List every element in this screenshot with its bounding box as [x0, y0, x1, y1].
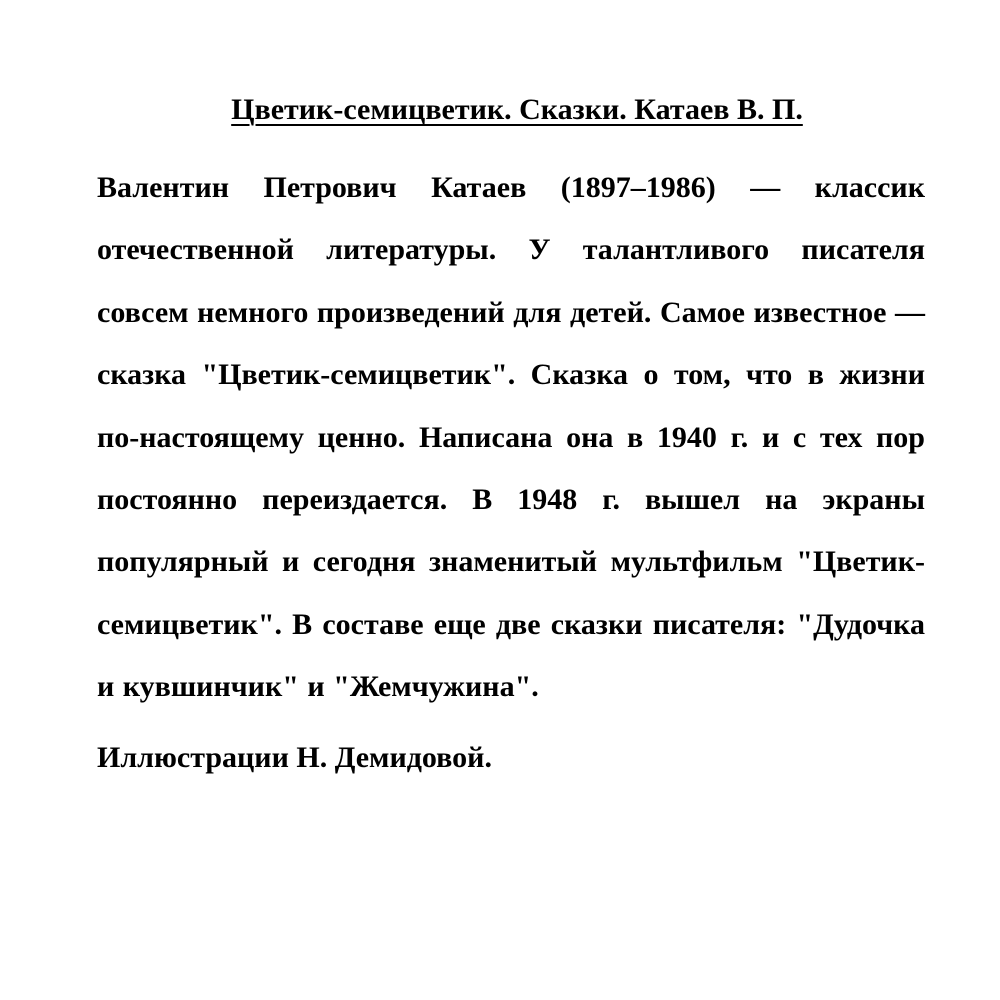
- book-description: Валентин Петрович Катаев (1897–1986) — классик отечественной литературы. У талантливого писателя совсем немного произведений для детей. Самое известное — сказка "Цветик-семицветик". Сказка о том, что в жизни по-настоящему ценно. Написана она в 1940 г. и с тех пор постоянно переиздается. В 1948 г. вышел на экраны популярный и сегодня знаменитый мультфильм "Цветик-семицветик". В составе еще две сказки писателя: "Дудочка и кувшинчик" и "Жемчужина".: [97, 171, 925, 704]
- illustrator-credit: Иллюстрации Н. Демидовой.: [97, 740, 492, 774]
- document-title: Цветик-семицветик. Сказки. Катаев В. П.: [231, 93, 803, 126]
